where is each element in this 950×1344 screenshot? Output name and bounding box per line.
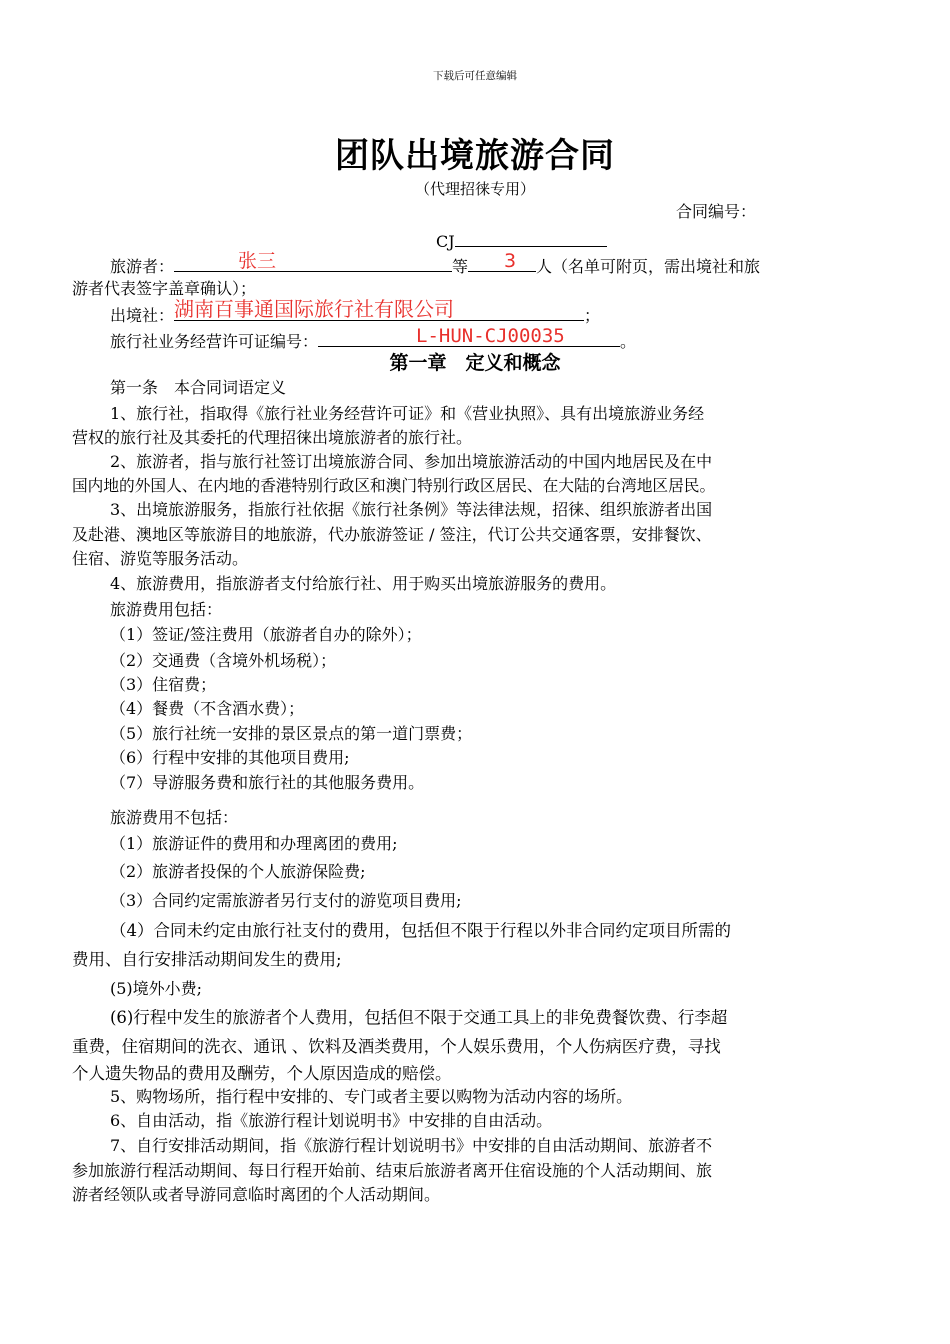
- agency-name: 湖南百事通国际旅行社有限公司: [174, 297, 455, 321]
- contract-no-field: [436, 228, 607, 254]
- def-5: 5、购物场所，指行程中安排的、专门或者主要以购物为活动内容的场所。: [110, 1087, 633, 1106]
- def-2-line-1: 2、旅游者，指与旅行社签订出境旅游合同、参加出境旅游活动的中国内地居民及在中: [110, 452, 713, 471]
- tourist-label: 旅游者：: [110, 257, 175, 276]
- tourist-name: 张三: [238, 250, 277, 272]
- def-1-line-1: 1、旅行社，指取得《旅行社业务经营许可证》和《营业执照》、具有出境旅游业务经: [110, 404, 705, 423]
- article-1-heading: 第一条 本合同词语定义: [110, 378, 287, 397]
- def-6: 6、自由活动，指《旅游行程计划说明书》中安排的自由活动。: [110, 1111, 553, 1130]
- license-no: L-HUN-CJ00035: [416, 325, 565, 347]
- header-note: 下载后可任意编辑: [433, 70, 517, 82]
- def-2-line-2: 国内地的外国人、在内地的香港特别行政区和澳门特别行政区居民、在大陆的台湾地区居民。: [72, 476, 716, 495]
- included-item: （1）签证/签注费用（旅游者自办的除外）；: [110, 625, 422, 644]
- license-label: 旅行社业务经营许可证编号：: [110, 332, 319, 351]
- def-1-line-2: 营权的旅行社及其委托的代理招徕出境旅游者的旅行社。: [72, 428, 473, 447]
- def-7-line-1: 7、自行安排活动期间，指《旅游行程计划说明书》中安排的自由活动期间、旅游者不: [110, 1136, 713, 1155]
- def-7-line-2: 参加旅游行程活动期间、每日行程开始前、结束后旅游者离开住宿设施的个人活动期间、旅: [72, 1161, 713, 1180]
- tourist-note-1: 人（名单可附页，需出境社和旅: [536, 257, 761, 276]
- excluded-item-cont: 个人遗失物品的费用及酬劳，个人原因造成的赔偿。: [72, 1064, 452, 1083]
- subtitle: （代理招徕专用）: [414, 180, 535, 198]
- excluded-item: （3）合同约定需旅游者另行支付的游览项目费用;: [110, 891, 462, 910]
- def-3-line-3: 住宿、游览等服务活动。: [72, 549, 249, 568]
- def-3-line-2: 及赴港、澳地区等旅游目的地旅游，代办旅游签证 / 签注，代订公共交通客票，安排餐饮、: [72, 525, 712, 544]
- excluded-title: 旅游费用不包括：: [110, 808, 239, 827]
- def-3-line-1: 3、出境旅游服务，指旅行社依据《旅行社条例》等法律法规，招徕、组织旅游者出国: [110, 500, 713, 519]
- excluded-item: （1）旅游证件的费用和办理离团的费用;: [110, 834, 398, 853]
- contract-no-label: 合同编号：: [676, 202, 757, 221]
- license-end: 。: [620, 332, 637, 351]
- tourist-count: 3: [504, 250, 517, 272]
- def-4: 4、旅游费用，指旅游者支付给旅行社、用于购买出境旅游服务的费用。: [110, 574, 617, 593]
- excluded-item-cont: 重费，住宿期间的洗衣、通讯 、饮料及酒类费用，个人娱乐费用，个人伤病医疗费，寻找: [72, 1037, 721, 1056]
- tourist-note-2: 游者代表签字盖章确认）；: [72, 279, 257, 298]
- included-item: （4）餐费（不含酒水费）；: [110, 699, 305, 718]
- tourist-deng: 等: [452, 257, 469, 276]
- tourist-count-field: [468, 250, 536, 272]
- contract-no-blank: [455, 228, 607, 247]
- included-item: （6）行程中安排的其他项目费用;: [110, 748, 350, 767]
- excluded-item: (5)境外小费;: [110, 979, 203, 998]
- included-item: （3）住宿费；: [110, 675, 217, 694]
- def-7-line-3: 游者经领队或者导游同意临时离团的个人活动期间。: [72, 1185, 441, 1204]
- contract-no-prefix: CJ: [436, 232, 455, 251]
- page-title: 团队出境旅游合同: [335, 136, 615, 176]
- included-item: （2）交通费（含境外机场税）；: [110, 651, 337, 670]
- excluded-item: （4）合同未约定由旅行社支付的费用，包括但不限于行程以外非合同约定项目所需的: [110, 921, 731, 940]
- tourist-line: [110, 250, 761, 279]
- included-item: （7）导游服务费和旅行社的其他服务费用。: [110, 773, 425, 792]
- excluded-item: (6)行程中发生的旅游者个人费用，包括但不限于交通工具上的非免费餐饮费、行李超: [110, 1008, 728, 1027]
- excluded-item: （2）旅游者投保的个人旅游保险费;: [110, 862, 366, 881]
- excluded-item-cont: 费用、自行安排活动期间发生的费用;: [72, 950, 342, 969]
- license-field: [318, 325, 620, 347]
- chapter-heading: 第一章 定义和概念: [389, 352, 561, 374]
- agency-field: [174, 297, 584, 321]
- agency-end: ；: [584, 306, 601, 325]
- agency-label: 出境社：: [110, 306, 175, 325]
- included-item: （5）旅行社统一安排的景区景点的第一道门票费；: [110, 724, 473, 743]
- tourist-name-field: [174, 250, 452, 272]
- included-title: 旅游费用包括：: [110, 600, 223, 619]
